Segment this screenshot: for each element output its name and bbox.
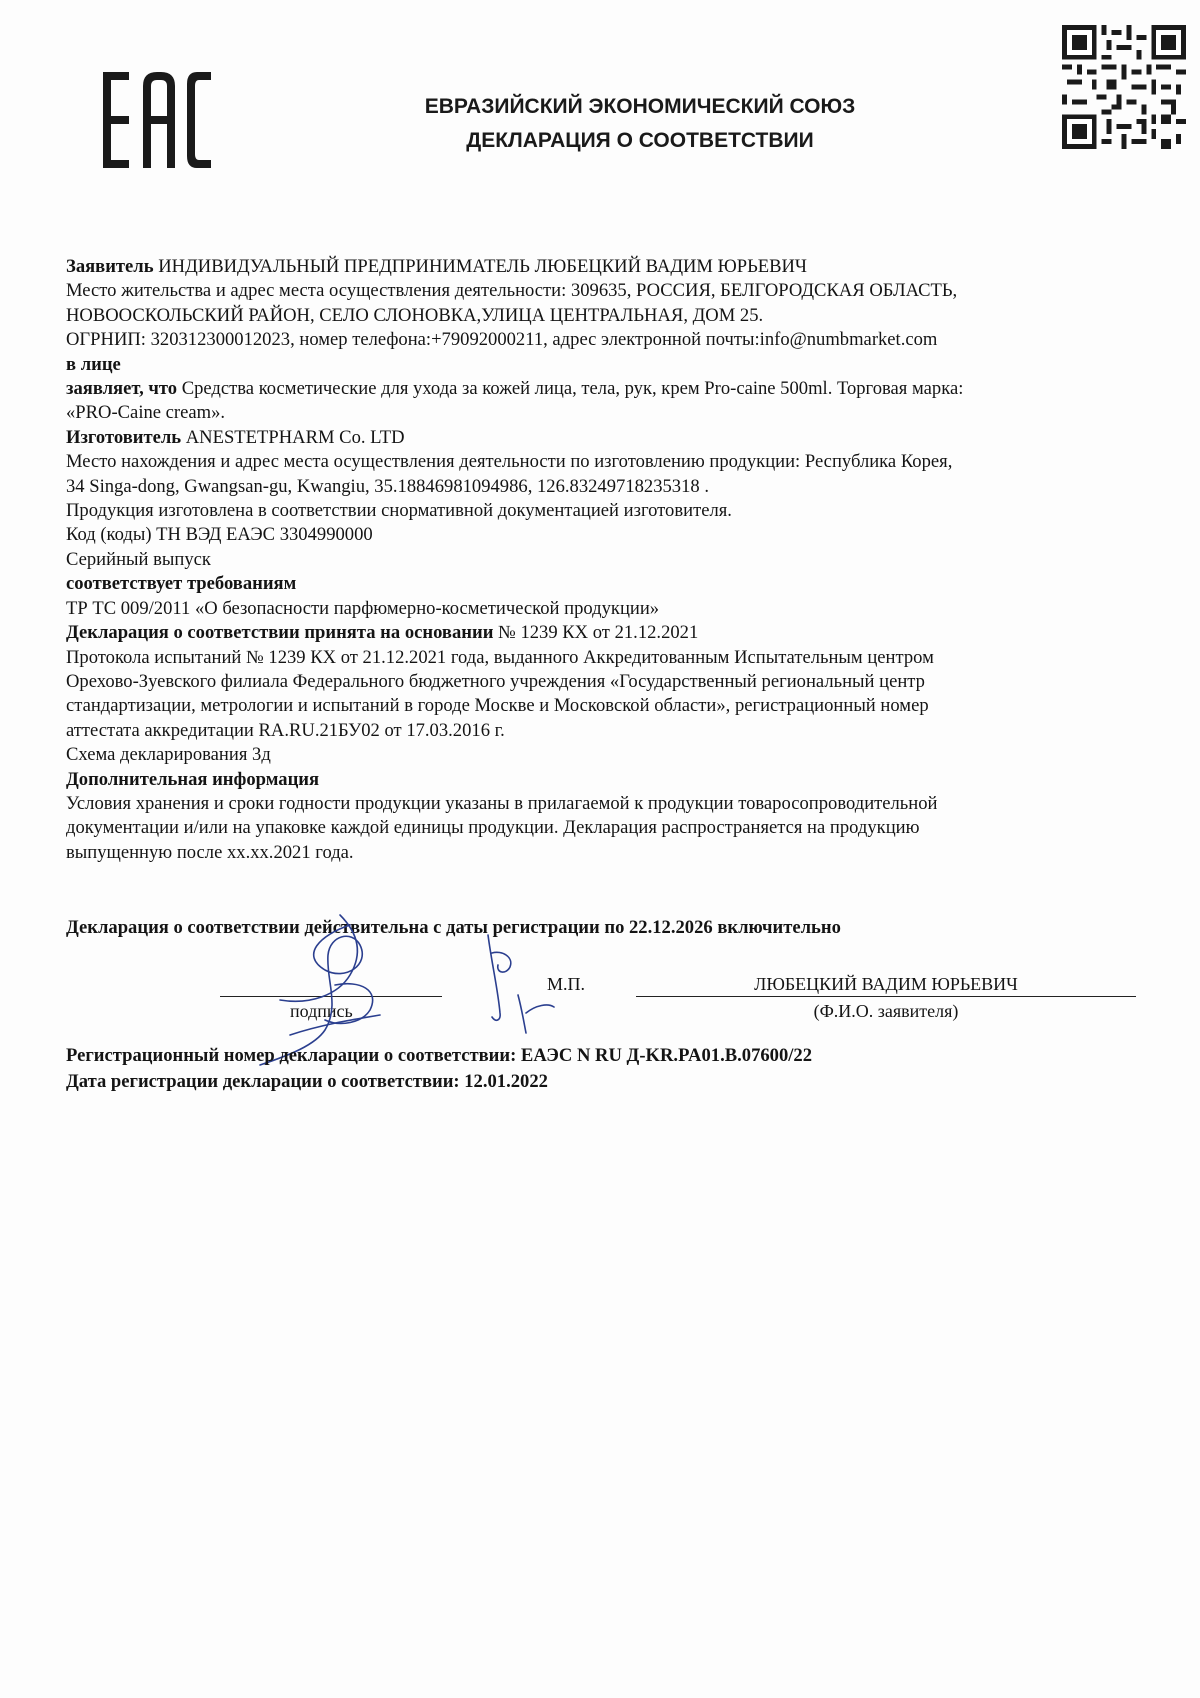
applicant-label: Заявитель: [66, 256, 154, 277]
complies-label: соответствует требованиям: [66, 573, 297, 595]
document-header: [330, 90, 950, 158]
declaration-title: ДЕКЛАРАЦИЯ О СООТВЕТСТВИИ: [466, 129, 814, 152]
applicant-address-1: Место жительства и адрес места осуществления деятельности: 309635, РОССИЯ, БЕЛГОРОДСКАЯ ОБЛАСТЬ,: [66, 280, 958, 302]
manufacturer-address-1: Место нахождения и адрес места осуществления деятельности по изготовлению продукции: Республика Корея,: [66, 451, 953, 473]
additional-info-3: выпущенную после xx.xx.2021 года.: [66, 841, 354, 863]
declaration-body: [66, 255, 1146, 865]
validity-statement: Декларация о соответствии действительна с даты регистрации по 22.12.2026 включительно: [66, 917, 841, 938]
production-note: Продукция изготовлена в соответствии снормативной документацией изготовителя.: [66, 500, 732, 522]
protocol-line-4: аттестата аккредитации RA.RU.21БУ02 от 17.03.2016 г.: [66, 719, 505, 741]
registration-block: [66, 1043, 1146, 1095]
applicant-line: [66, 255, 1146, 279]
name-line: [636, 996, 1136, 997]
release-type: Серийный выпуск: [66, 548, 211, 570]
eac-mark-icon: [103, 72, 211, 168]
declares-value-2: «PRO-Caine cream».: [66, 402, 226, 424]
manufacturer-value: ANESTETPHARM Co. LTD: [181, 426, 405, 448]
manufacturer-line: [66, 426, 1146, 450]
protocol-line-2: Орехово-Зуевского филиала Федерального бюджетного учреждения «Государственный региональный центр: [66, 670, 925, 692]
applicant-value: ИНДИВИДУАЛЬНЫЙ ПРЕДПРИНИМАТЕЛЬ ЛЮБЕЦКИЙ ВАДИМ ЮРЬЕВИЧ: [153, 256, 808, 277]
declaration-scheme: Схема декларирования 3д: [66, 744, 271, 766]
declares-value: Средства косметические для ухода за кожей лица, тела, рук, крем Pro-caine 500ml. Торговая марка:: [177, 378, 964, 400]
applicant-address-2: НОВООСКОЛЬСКИЙ РАЙОН, СЕЛО СЛОНОВКА,УЛИЦА ЦЕНТРАЛЬНАЯ, ДОМ 25.: [66, 304, 764, 326]
protocol-line-3: стандартизации, метрологии и испытаний в городе Москве и Московской области», регистрационный номер: [66, 695, 929, 717]
applicant-name: ЛЮБЕЦКИЙ ВАДИМ ЮРЬЕВИЧ: [754, 974, 1018, 994]
basis-value: № 1239 КХ от 21.12.2021: [493, 622, 699, 644]
technical-regulation: ТР ТС 009/2011 «О безопасности парфюмерно-косметической продукции»: [66, 597, 660, 619]
customs-codes: Код (коды) ТН ВЭД ЕАЭС 3304990000: [66, 524, 373, 546]
basis-line: [66, 621, 1146, 645]
manufacturer-address-2: 34 Singa-dong, Gwangsan-gu, Kwangiu, 35.18846981094986, 126.83249718235318 .: [66, 475, 709, 497]
manufacturer-label: Изготовитель: [66, 426, 182, 448]
declares-label: заявляет, что: [66, 378, 178, 400]
additional-info-1: Условия хранения и сроки годности продукции указаны в прилагаемой к продукции товаросопроводительной: [66, 792, 938, 814]
additional-info-label: Дополнительная информация: [66, 768, 320, 790]
basis-label: Декларация о соответствии принята на основании: [66, 622, 494, 644]
registration-date: Дата регистрации декларации о соответствии: 12.01.2022: [66, 1071, 548, 1092]
additional-info-2: документации и/или на упаковке каждой единицы продукции. Декларация распространяется на продукцию: [66, 817, 920, 839]
union-title: ЕВРАЗИЙСКИЙ ЭКОНОМИЧЕСКИЙ СОЮЗ: [424, 95, 856, 118]
signature-caption: подпись: [290, 1001, 353, 1021]
qr-code-icon: [1062, 25, 1186, 149]
in-person-label: в лице: [66, 353, 121, 375]
protocol-line-1: Протокола испытаний № 1239 КХ от 21.12.2021 года, выданного Аккредитованным Испытательным центром: [66, 646, 934, 668]
applicant-ogrnip: ОГРНИП: 320312300012023, номер телефона:+79092000211, адрес электронной почты:info@numbmarket.com: [66, 329, 938, 351]
name-caption: (Ф.И.О. заявителя): [813, 1001, 959, 1021]
stamp-place-label: М.П.: [547, 974, 586, 994]
registration-number: Регистрационный номер декларации о соответствии: ЕАЭС N RU Д-KR.PA01.B.07600/22: [66, 1045, 813, 1066]
declares-line: [66, 377, 1146, 401]
